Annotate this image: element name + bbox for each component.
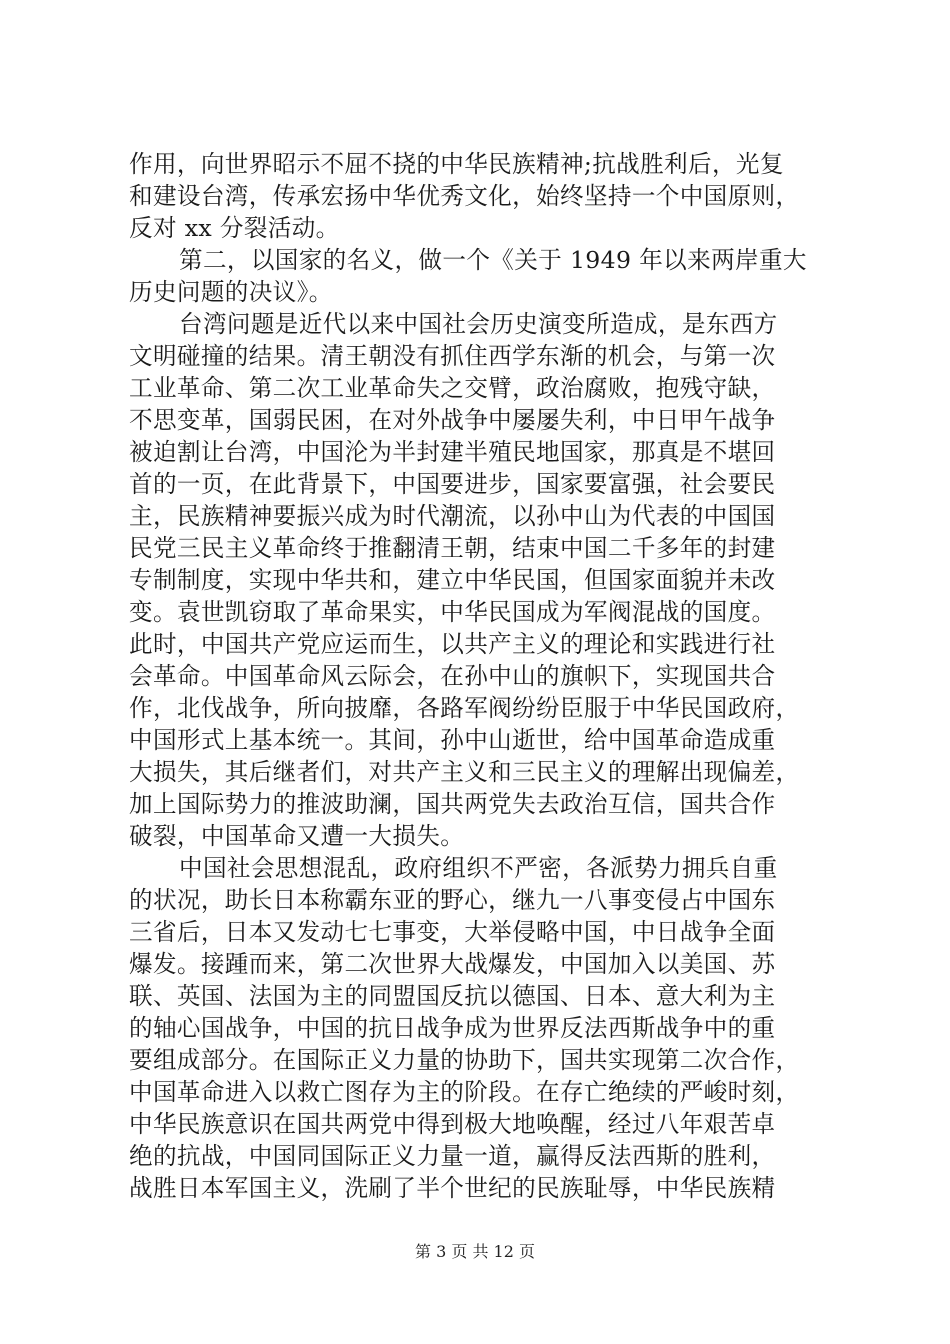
text-line: 主，民族精神要振兴成为时代潮流，以孙中山为代表的中国国 — [129, 502, 776, 530]
text-line: 加上国际势力的推波助澜，国共两党失去政治互信，国共合作 — [129, 790, 776, 818]
text-line: 中国革命进入以救亡图存为主的阶段。在存亡绝续的严峻时刻， — [129, 1078, 800, 1106]
text-line: 和建设台湾，传承宏扬中华优秀文化，始终坚持一个中国原则， — [129, 182, 800, 210]
document-body — [129, 148, 834, 1204]
text-line: 战胜日本军国主义，洗刷了半个世纪的民族耻辱，中华民族精 — [129, 1174, 776, 1202]
text-line: 大损失，其后继者们，对共产主义和三民主义的理解出现偏差， — [129, 758, 800, 786]
paragraph-first-line: 台湾问题是近代以来中国社会历史演变所造成，是东西方 — [179, 310, 778, 338]
text-line: 此时，中国共产党应运而生，以共产主义的理论和实践进行社 — [129, 630, 776, 658]
text-line: 作，北伐战争，所向披靡，各路军阀纷纷臣服于中华民国政府， — [129, 694, 800, 722]
text-line: 文明碰撞的结果。清王朝没有抓住西学东渐的机会，与第一次 — [129, 342, 776, 370]
text-line: 要组成部分。在国际正义力量的协助下，国共实现第二次合作， — [129, 1046, 800, 1074]
paragraph-first-line: 中国社会思想混乱，政府组织不严密，各派势力拥兵自重 — [179, 854, 778, 882]
text-line: 民党三民主义革命终于推翻清王朝，结束中国二千多年的封建 — [129, 534, 776, 562]
text-line: 被迫割让台湾，中国沦为半封建半殖民地国家，那真是不堪回 — [129, 438, 776, 466]
text-line: 不思变革，国弱民困，在对外战争中屡屡失利，中日甲午战争 — [129, 406, 776, 434]
text-line: 首的一页，在此背景下，中国要进步，国家要富强，社会要民 — [129, 470, 776, 498]
text-line: 会革命。中国革命风云际会，在孙中山的旗帜下，实现国共合 — [129, 662, 776, 690]
text-line: 绝的抗战，中国同国际正义力量一道，赢得反法西斯的胜利， — [129, 1142, 776, 1170]
paragraph-first-line: 第二，以国家的名义，做一个《关于 1949 年以来两岸重大 — [179, 246, 807, 274]
text-line: 联、英国、法国为主的同盟国反抗以德国、日本、意大利为主 — [129, 982, 776, 1010]
text-line: 历史问题的决议》。 — [129, 278, 333, 306]
text-line: 专制制度，实现中华共和，建立中华民国，但国家面貌并未改 — [129, 566, 776, 594]
text-line: 中国形式上基本统一。其间，孙中山逝世，给中国革命造成重 — [129, 726, 776, 754]
text-line: 的状况，助长日本称霸东亚的野心，继九一八事变侵占中国东 — [129, 886, 776, 914]
text-line: 反对 xx 分裂活动。 — [129, 214, 340, 242]
text-line: 破裂，中国革命又遭一大损失。 — [129, 822, 465, 850]
page-footer: 第 3 页 共 12 页 — [415, 1242, 535, 1261]
text-line: 中华民族意识在国共两党中得到极大地唤醒，经过八年艰苦卓 — [129, 1110, 776, 1138]
text-line: 爆发。接踵而来，第二次世界大战爆发，中国加入以美国、苏 — [129, 950, 776, 978]
text-line: 三省后，日本又发动七七事变，大举侵略中国，中日战争全面 — [129, 918, 776, 946]
text-line: 工业革命、第二次工业革命失之交臂，政治腐败，抱残守缺， — [129, 374, 776, 402]
text-line: 变。袁世凯窃取了革命果实，中华民国成为军阀混战的国度。 — [129, 598, 776, 626]
text-line: 的轴心国战争，中国的抗日战争成为世界反法西斯战争中的重 — [129, 1014, 776, 1042]
text-line: 作用，向世界昭示不屈不挠的中华民族精神;抗战胜利后，光复 — [129, 150, 784, 178]
